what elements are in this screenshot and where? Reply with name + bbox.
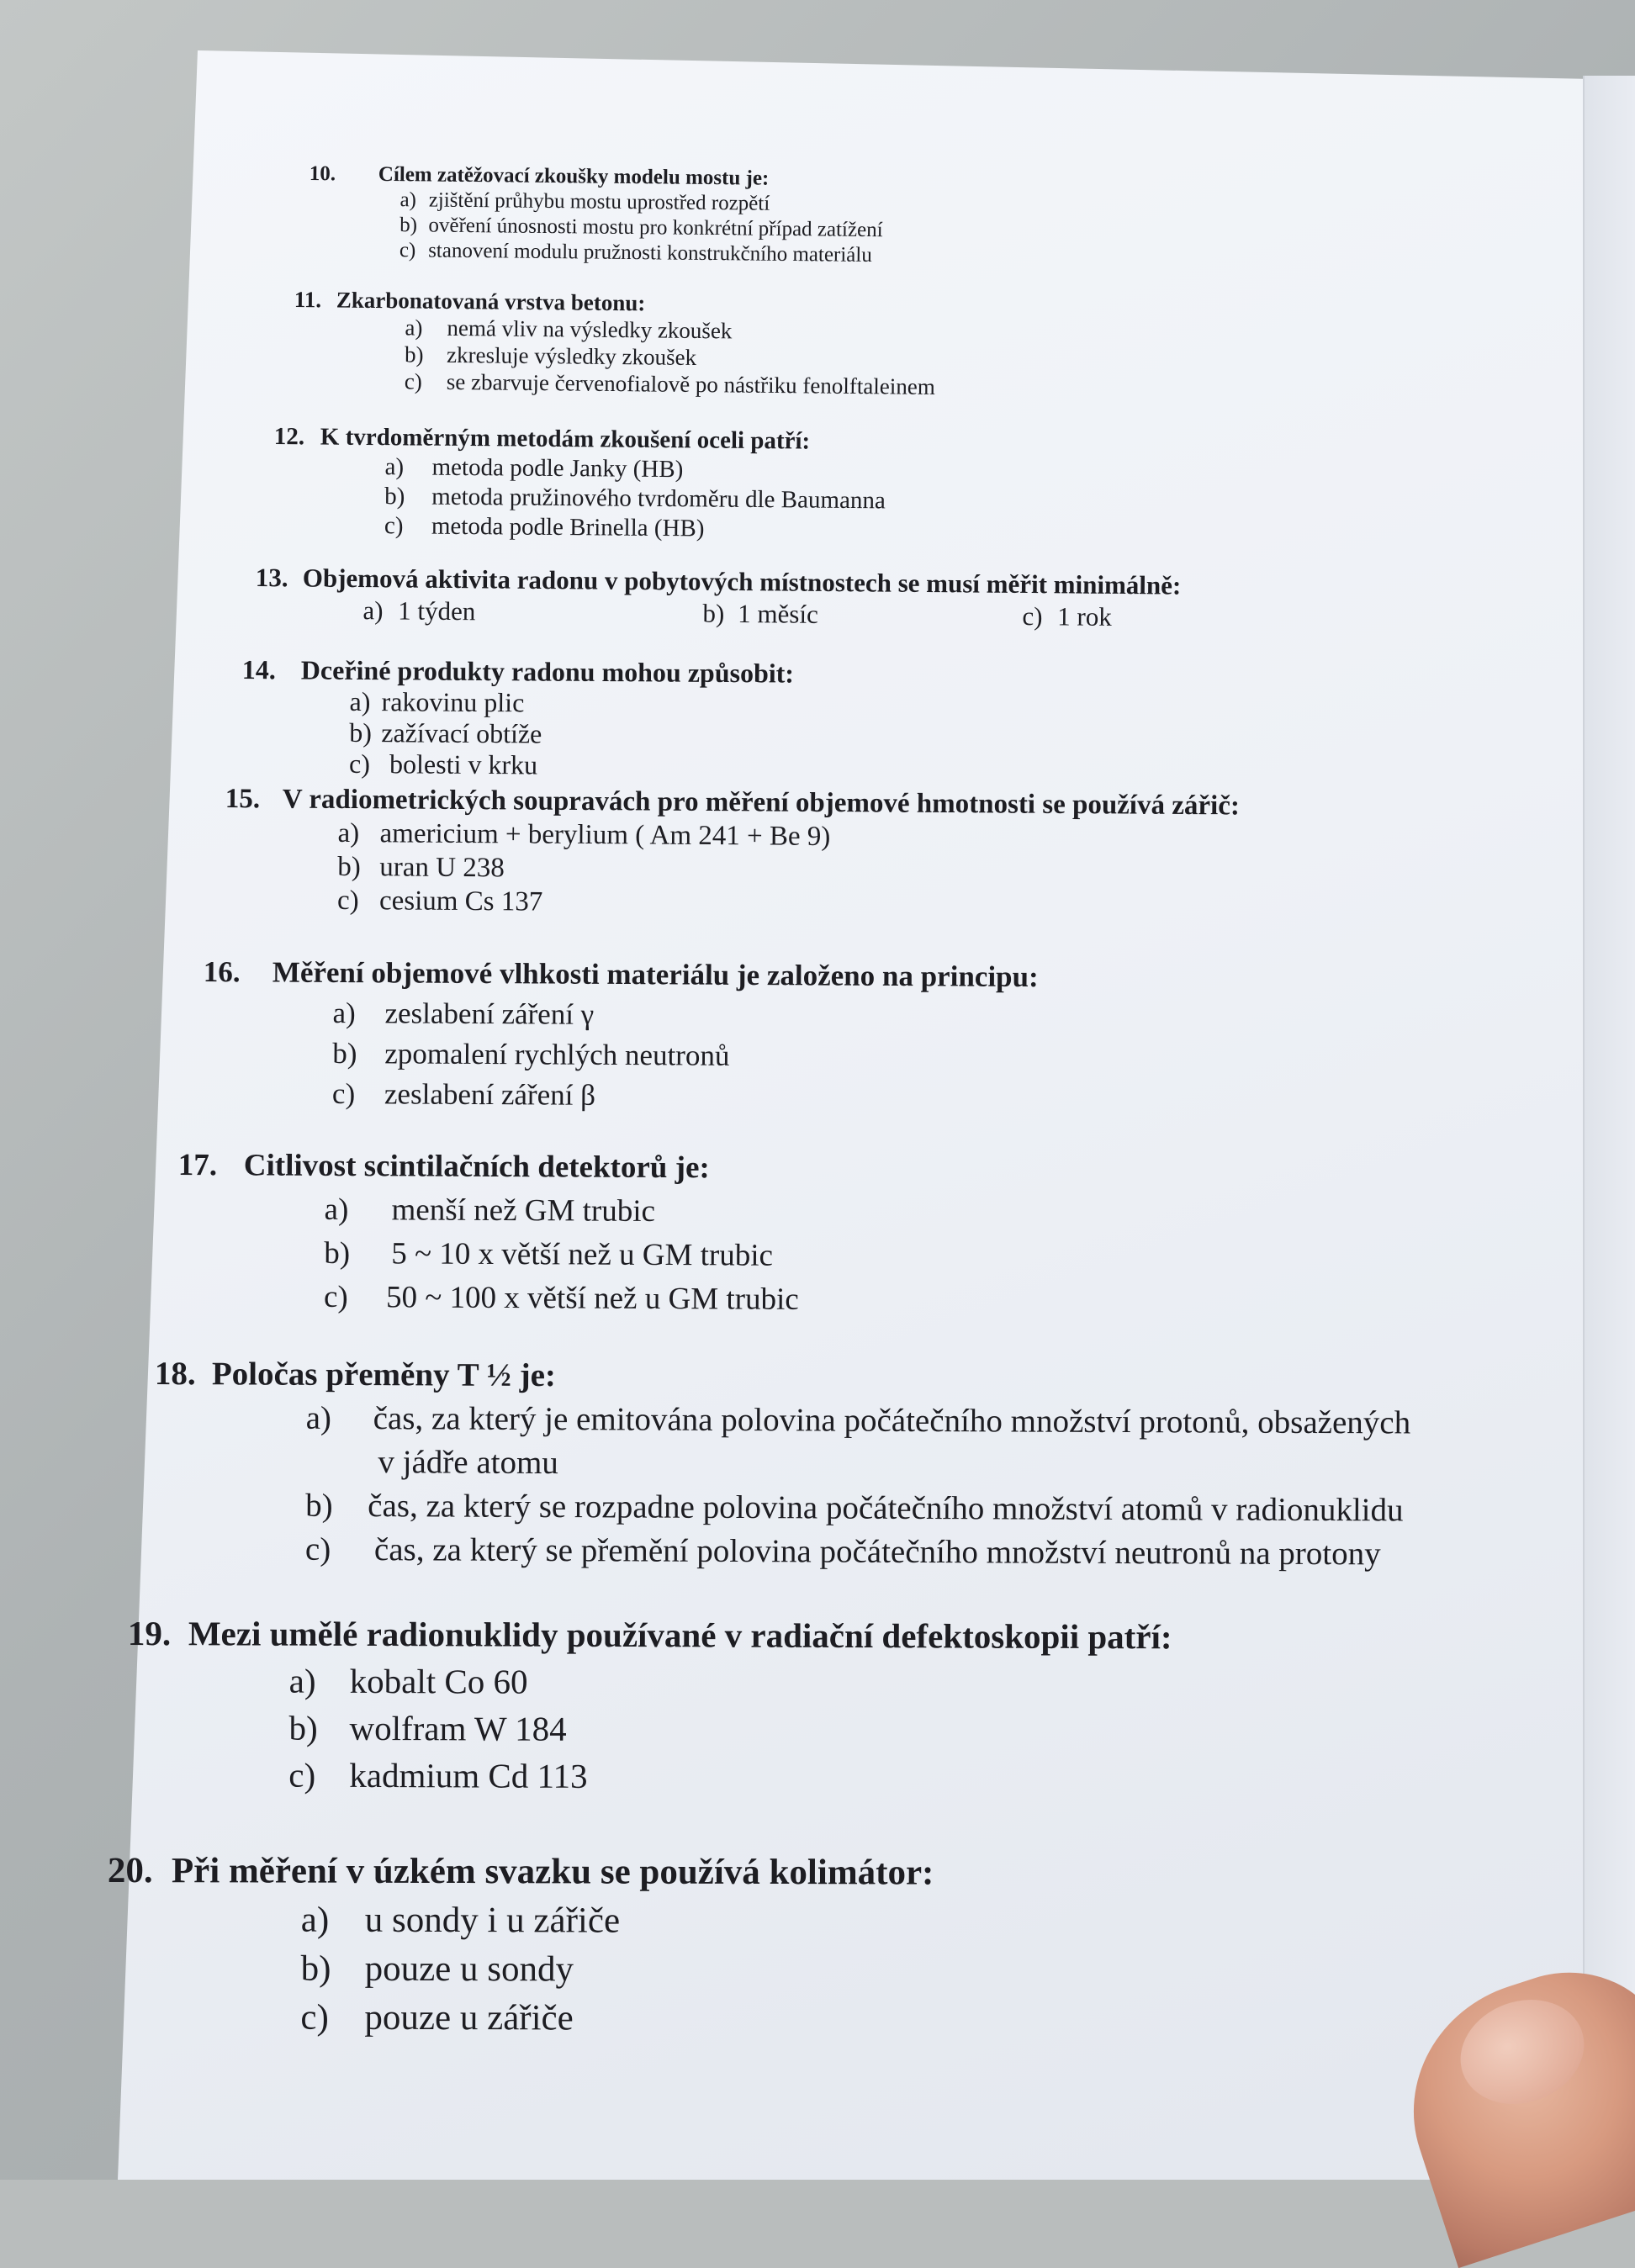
option-text: čas, za který se přemění polovina počátečního množství neutronů na protony xyxy=(374,1531,1381,1572)
question-18 xyxy=(154,1352,1411,1577)
option-letter: a) xyxy=(405,314,447,341)
option-text: metoda podle Janky (HB) xyxy=(431,454,683,484)
option-text: kobalt Co 60 xyxy=(350,1662,528,1701)
option-text: rakovinu plic xyxy=(381,686,524,717)
option-a xyxy=(349,686,793,721)
option-text: wolfram W 184 xyxy=(349,1709,566,1748)
option-text: metoda pružinového tvrdoměru dle Baumanna xyxy=(431,484,886,515)
question-text: Objemová aktivita radonu v pobytových místnostech se musí měřit minimálně: xyxy=(303,563,1182,600)
option-text: 5 ~ 10 x větší než u GM trubic xyxy=(391,1236,773,1272)
question-text: Měření objemové vlhkosti materiálu je založeno na principu: xyxy=(272,956,1039,994)
option-c xyxy=(324,1276,799,1322)
option-letter: a) xyxy=(324,1188,391,1232)
option-letter: b) xyxy=(288,1705,349,1752)
option-a xyxy=(332,993,1038,1038)
option-a xyxy=(362,595,702,630)
option-text: bolesti v krku xyxy=(389,748,537,780)
option-c xyxy=(288,1752,1172,1802)
question-17 xyxy=(177,1144,800,1322)
option-text: zažívací obtíže xyxy=(381,717,542,748)
option-a xyxy=(305,1397,1410,1489)
question-number: 15. xyxy=(225,782,283,816)
question-heading xyxy=(310,161,884,193)
option-letter: c) xyxy=(288,1752,349,1799)
question-heading xyxy=(242,654,794,690)
question-16 xyxy=(203,952,1039,1118)
option-text: čas, za který se rozpadne polovina počátečního množství atomů v radionuklidu xyxy=(368,1488,1404,1528)
option-b xyxy=(288,1705,1172,1755)
option-c xyxy=(300,1994,934,2044)
option-list xyxy=(384,452,886,545)
option-text: ověření únosnosti mostu pro konkrétní případ zatížení xyxy=(428,214,882,241)
option-b xyxy=(384,482,886,515)
option-a xyxy=(384,452,886,486)
question-heading xyxy=(294,286,936,320)
option-text: 1 týden xyxy=(398,595,475,626)
option-text: kadmium Cd 113 xyxy=(349,1756,587,1795)
option-letter: b) xyxy=(332,1034,384,1074)
question-text: Zkarbonatovaná vrstva betonu: xyxy=(336,288,646,316)
question-heading xyxy=(128,1610,1172,1660)
question-number: 16. xyxy=(204,952,272,993)
option-c xyxy=(1022,600,1112,633)
option-text: cesium Cs 137 xyxy=(379,886,543,917)
question-15 xyxy=(225,782,1240,923)
question-number: 17. xyxy=(178,1144,244,1187)
option-c xyxy=(337,884,1239,923)
question-text: Mezi umělé radionuklidy používané v radiační defektoskopii patří: xyxy=(188,1614,1172,1656)
question-text: V radiometrických soupravách pro měření objemové hmotnosti se používá zářič: xyxy=(283,784,1240,821)
question-text: Citlivost scintilačních detektorů je: xyxy=(244,1148,710,1185)
option-letter: a) xyxy=(337,817,379,850)
option-letter: c) xyxy=(399,238,423,263)
option-text: uran U 238 xyxy=(379,852,505,883)
question-text: Poločas přeměny T ½ je: xyxy=(212,1356,556,1393)
option-letter: a) xyxy=(289,1657,350,1705)
option-a xyxy=(324,1188,799,1234)
option-letter: a) xyxy=(306,1397,373,1441)
option-letter: a) xyxy=(349,686,381,717)
option-text: stanovení modulu pružnosti konstrukčního materiálu xyxy=(428,239,872,267)
option-text: zeslabení záření γ xyxy=(384,997,594,1031)
option-text: u sondy i u zářiče xyxy=(365,1901,620,1941)
question-number: 14. xyxy=(242,654,301,685)
option-text: metoda podle Brinella (HB) xyxy=(431,513,705,542)
option-list xyxy=(332,993,1039,1118)
option-letter: c) xyxy=(324,1276,386,1319)
option-letter: c) xyxy=(337,884,379,917)
option-letter: b) xyxy=(702,598,731,630)
option-text: 1 měsíc xyxy=(738,599,818,629)
option-letter: b) xyxy=(399,213,423,238)
question-heading xyxy=(178,1144,800,1191)
option-list xyxy=(337,817,1240,923)
question-number: 18. xyxy=(155,1352,212,1396)
option-list xyxy=(399,188,883,268)
option-text: se zbarvuje červenofialově po nástřiku fenolftaleinem xyxy=(447,369,935,399)
option-text: menší než GM trubic xyxy=(391,1192,655,1229)
option-c xyxy=(349,748,793,783)
option-b xyxy=(324,1232,799,1278)
question-19 xyxy=(127,1610,1172,1801)
question-number: 13. xyxy=(256,562,303,594)
option-continuation: v jádře atomu xyxy=(378,1444,558,1481)
option-b xyxy=(305,1484,1410,1533)
option-b xyxy=(332,1034,1038,1078)
question-number: 20. xyxy=(108,1847,172,1895)
option-letter: c) xyxy=(349,748,389,780)
option-c xyxy=(405,367,935,400)
option-letter: b) xyxy=(305,1484,368,1528)
option-list xyxy=(349,686,794,783)
option-b xyxy=(301,1945,934,1996)
option-text: 50 ~ 100 x větší než u GM trubic xyxy=(386,1280,799,1317)
option-c xyxy=(384,511,886,545)
option-list xyxy=(324,1188,799,1322)
option-list xyxy=(300,1896,934,2044)
option-letter: c) xyxy=(305,1528,374,1572)
option-c xyxy=(305,1528,1410,1577)
option-letter: b) xyxy=(337,850,379,884)
option-text: čas, za který je emitována polovina počátečního množství protonů, obsažených xyxy=(373,1400,1411,1441)
option-letter: b) xyxy=(301,1945,365,1994)
option-list xyxy=(288,1657,1172,1802)
question-text: Cílem zatěžovací zkoušky modelu mostu je: xyxy=(378,163,770,190)
question-heading xyxy=(155,1352,1411,1402)
question-number: 11. xyxy=(294,286,336,314)
option-letter: a) xyxy=(301,1896,365,1945)
question-11 xyxy=(294,286,936,400)
option-letter: c) xyxy=(384,511,431,541)
question-number: 10. xyxy=(310,161,378,188)
option-c xyxy=(399,238,883,268)
option-text: americium + berylium ( Am 241 + Be 9) xyxy=(379,818,830,852)
option-letter: a) xyxy=(399,188,423,213)
question-14 xyxy=(241,654,794,783)
question-text: K tvrdoměrným metodám zkoušení oceli patří: xyxy=(320,423,811,454)
question-text: Dceřiné produkty radonu mohou způsobit: xyxy=(301,654,794,688)
option-text: pouze u zářiče xyxy=(364,1998,573,2038)
option-letter: c) xyxy=(332,1074,384,1114)
question-number: 12. xyxy=(274,422,320,452)
option-list xyxy=(362,595,1181,633)
question-10 xyxy=(309,161,884,268)
question-text: Při měření v úzkém svazku se používá kolimátor: xyxy=(172,1851,934,1892)
question-heading xyxy=(204,952,1039,997)
option-letter: c) xyxy=(1022,600,1050,632)
option-letter: c) xyxy=(405,367,447,395)
option-text: zjištění průhybu mostu uprostřed rozpětí xyxy=(429,188,770,214)
option-b xyxy=(349,717,793,752)
question-13 xyxy=(255,562,1181,634)
question-20 xyxy=(107,1847,934,2044)
option-letter: a) xyxy=(332,993,384,1034)
option-letter: a) xyxy=(384,452,431,482)
question-heading xyxy=(108,1847,934,1898)
option-a xyxy=(301,1896,934,1947)
question-number: 19. xyxy=(128,1610,188,1657)
option-text: zkresluje výsledky zkoušek xyxy=(447,342,696,370)
question-heading xyxy=(274,422,886,457)
option-letter: a) xyxy=(362,595,391,626)
option-text: zpomalení rychlých neutronů xyxy=(384,1037,729,1072)
option-list xyxy=(305,1397,1410,1577)
option-letter: b) xyxy=(405,341,447,368)
option-c xyxy=(332,1074,1038,1118)
question-12 xyxy=(273,422,886,545)
option-list xyxy=(405,314,936,400)
option-letter: b) xyxy=(384,482,431,511)
option-text: 1 rok xyxy=(1057,601,1112,632)
option-text: nemá vliv na výsledky zkoušek xyxy=(447,315,732,344)
option-letter: b) xyxy=(349,717,381,748)
option-letter: b) xyxy=(324,1232,391,1276)
option-text: pouze u sondy xyxy=(365,1949,574,1990)
option-text: zeslabení záření β xyxy=(384,1077,595,1112)
option-letter: c) xyxy=(300,1994,364,2043)
option-b xyxy=(702,598,1022,632)
option-a xyxy=(289,1657,1172,1708)
